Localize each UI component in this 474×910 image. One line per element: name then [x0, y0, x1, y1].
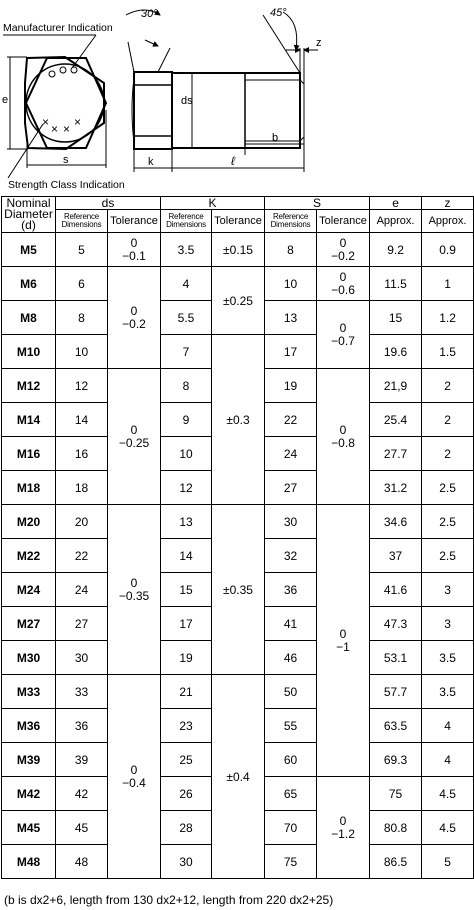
- table-row: [2, 675, 474, 709]
- ds-header: ds: [56, 197, 161, 210]
- e-approx-cell: 34.6: [370, 505, 422, 539]
- z-approx-cell: 2.5: [422, 505, 474, 539]
- z-approx-cell: 3: [422, 573, 474, 607]
- nominal-diameter-cell: M42: [2, 777, 56, 811]
- nominal-diameter-cell: M12: [2, 369, 56, 403]
- z-approx-cell: 1.5: [422, 335, 474, 369]
- table-row: [2, 335, 474, 369]
- s-reference-cell: 41: [265, 607, 317, 641]
- z-approx-cell: 2.5: [422, 471, 474, 505]
- z-approx-cell: 5: [422, 845, 474, 879]
- s-tolerance-cell: 0 −0.8: [317, 369, 370, 505]
- svg-text:×: ×: [51, 122, 59, 136]
- k-reference-cell: 30: [161, 845, 212, 879]
- nominal-diameter-cell: M20: [2, 505, 56, 539]
- nominal-diameter-cell: M5: [2, 233, 56, 267]
- e-approx-cell: 9.2: [370, 233, 422, 267]
- dim-l-label: ℓ: [231, 154, 235, 168]
- dim-k-label: k: [148, 156, 154, 168]
- k-reference-cell: 9: [161, 403, 212, 437]
- k-tolerance-cell: ±0.25: [212, 267, 265, 335]
- ds-tolerance-cell: 0 −0.4: [108, 675, 161, 879]
- e-approx-cell: 80.8: [370, 811, 422, 845]
- e-approx-cell: 25.4: [370, 403, 422, 437]
- s-reference-cell: 10: [265, 267, 317, 301]
- k-reference-cell: 3.5: [161, 233, 212, 267]
- hex-head-front-view: [25, 57, 106, 149]
- k-reference-cell: 10: [161, 437, 212, 471]
- k-reference-cell: 26: [161, 777, 212, 811]
- ds-reference-cell: 6: [56, 267, 108, 301]
- ds-reference-cell: 12: [56, 369, 108, 403]
- e-approx-cell: 37: [370, 539, 422, 573]
- ds-reference-cell: 10: [56, 335, 108, 369]
- svg-text:×: ×: [74, 115, 82, 129]
- nominal-diameter-header: Nominal Diameter (d): [2, 197, 56, 233]
- ds-reference-cell: 24: [56, 573, 108, 607]
- k-reference-cell: 28: [161, 811, 212, 845]
- e-header: e: [370, 197, 422, 210]
- s-reference-cell: 22: [265, 403, 317, 437]
- s-reference-header: Reference Dimensions: [265, 210, 317, 233]
- footnote: (b is dx2+6, length from 130 dx2+12, length from 220 dx2+25): [4, 893, 334, 907]
- ds-reference-cell: 45: [56, 811, 108, 845]
- z-approx-cell: 2: [422, 369, 474, 403]
- ds-reference-cell: 27: [56, 607, 108, 641]
- z-approx-cell: 4.5: [422, 777, 474, 811]
- z-approx-cell: 4: [422, 743, 474, 777]
- s-reference-cell: 50: [265, 675, 317, 709]
- svg-text:×: ×: [63, 122, 71, 136]
- ds-reference-cell: 5: [56, 233, 108, 267]
- table-row: [2, 267, 474, 301]
- nominal-diameter-cell: M16: [2, 437, 56, 471]
- k-reference-cell: 12: [161, 471, 212, 505]
- z-approx-cell: 1.2: [422, 301, 474, 335]
- s-reference-cell: 60: [265, 743, 317, 777]
- dim-ds-label: ds: [181, 95, 193, 107]
- ds-tolerance-header: Tolerance: [108, 210, 161, 233]
- e-approx-cell: 53.1: [370, 641, 422, 675]
- nominal-diameter-cell: M10: [2, 335, 56, 369]
- z-approx-cell: 4.5: [422, 811, 474, 845]
- e-approx-cell: 11.5: [370, 267, 422, 301]
- s-reference-cell: 55: [265, 709, 317, 743]
- e-approx-cell: 31.2: [370, 471, 422, 505]
- s-reference-cell: 17: [265, 335, 317, 369]
- s-reference-cell: 13: [265, 301, 317, 335]
- k-reference-cell: 14: [161, 539, 212, 573]
- z-approx-header: Approx.: [422, 210, 474, 233]
- s-reference-cell: 8: [265, 233, 317, 267]
- k-reference-header: Reference Dimensions: [161, 210, 212, 233]
- strength-class-label: Strength Class Indication: [8, 179, 125, 191]
- nominal-diameter-cell: M48: [2, 845, 56, 879]
- k-reference-cell: 17: [161, 607, 212, 641]
- e-approx-cell: 47.3: [370, 607, 422, 641]
- ds-reference-cell: 18: [56, 471, 108, 505]
- e-approx-cell: 41.6: [370, 573, 422, 607]
- nominal-diameter-cell: M39: [2, 743, 56, 777]
- dim-e-label: e: [2, 94, 9, 106]
- e-approx-header: Approx.: [370, 210, 422, 233]
- z-approx-cell: 1: [422, 267, 474, 301]
- ds-tolerance-cell: 0 −0.25: [108, 369, 161, 505]
- s-reference-cell: 75: [265, 845, 317, 879]
- s-header: S: [265, 197, 370, 210]
- s-tolerance-cell: 0 −0.2: [317, 233, 370, 267]
- ds-reference-cell: 14: [56, 403, 108, 437]
- k-reference-cell: 4: [161, 267, 212, 301]
- e-approx-cell: 86.5: [370, 845, 422, 879]
- k-reference-cell: 5.5: [161, 301, 212, 335]
- k-tolerance-cell: ±0.15: [212, 233, 265, 267]
- nominal-diameter-cell: M8: [2, 301, 56, 335]
- nominal-diameter-cell: M6: [2, 267, 56, 301]
- e-approx-cell: 21,9: [370, 369, 422, 403]
- z-approx-cell: 4: [422, 709, 474, 743]
- ds-tolerance-cell: 0 −0.1: [108, 233, 161, 267]
- ds-tolerance-cell: 0 −0.2: [108, 267, 161, 369]
- s-tolerance-cell: 0 −1.2: [317, 777, 370, 879]
- s-tolerance-header: Tolerance: [317, 210, 370, 233]
- z-header: z: [422, 197, 474, 210]
- k-tolerance-cell: ±0.3: [212, 335, 265, 505]
- nominal-diameter-cell: M27: [2, 607, 56, 641]
- k-reference-cell: 23: [161, 709, 212, 743]
- nominal-diameter-cell: M14: [2, 403, 56, 437]
- k-reference-cell: 19: [161, 641, 212, 675]
- s-reference-cell: 32: [265, 539, 317, 573]
- ds-reference-cell: 36: [56, 709, 108, 743]
- k-reference-cell: 7: [161, 335, 212, 369]
- s-reference-cell: 24: [265, 437, 317, 471]
- k-reference-cell: 13: [161, 505, 212, 539]
- nominal-diameter-cell: M33: [2, 675, 56, 709]
- e-approx-cell: 15: [370, 301, 422, 335]
- bolt-dimension-diagram: [0, 0, 474, 196]
- ds-reference-cell: 30: [56, 641, 108, 675]
- ds-reference-cell: 33: [56, 675, 108, 709]
- ds-tolerance-cell: 0 −0.35: [108, 505, 161, 675]
- k-reference-cell: 25: [161, 743, 212, 777]
- dim-z-label: z: [316, 37, 322, 49]
- e-approx-cell: 63.5: [370, 709, 422, 743]
- z-approx-cell: 3.5: [422, 675, 474, 709]
- svg-text:×: ×: [42, 115, 50, 129]
- nominal-diameter-cell: M18: [2, 471, 56, 505]
- nominal-diameter-cell: M36: [2, 709, 56, 743]
- k-reference-cell: 15: [161, 573, 212, 607]
- ds-reference-cell: 20: [56, 505, 108, 539]
- k-tolerance-cell: ±0.35: [212, 505, 265, 675]
- ds-reference-cell: 8: [56, 301, 108, 335]
- table-body: [2, 233, 474, 879]
- s-tolerance-cell: 0 −1: [317, 505, 370, 777]
- k-header: K: [161, 197, 265, 210]
- s-reference-cell: 30: [265, 505, 317, 539]
- s-reference-cell: 27: [265, 471, 317, 505]
- dim-b-label: b: [272, 132, 279, 144]
- table-row: [2, 505, 474, 539]
- e-approx-cell: 19.6: [370, 335, 422, 369]
- manufacturer-label: Manufacturer Indication: [3, 22, 113, 34]
- s-tolerance-cell: 0 −0.7: [317, 301, 370, 369]
- k-reference-cell: 21: [161, 675, 212, 709]
- ds-reference-cell: 39: [56, 743, 108, 777]
- s-reference-cell: 46: [265, 641, 317, 675]
- e-approx-cell: 69.3: [370, 743, 422, 777]
- z-approx-cell: 3.5: [422, 641, 474, 675]
- ds-reference-cell: 42: [56, 777, 108, 811]
- ds-reference-cell: 16: [56, 437, 108, 471]
- z-approx-cell: 2: [422, 437, 474, 471]
- nominal-diameter-cell: M30: [2, 641, 56, 675]
- dim-s-label: s: [63, 154, 69, 166]
- z-approx-cell: 0.9: [422, 233, 474, 267]
- k-reference-cell: 8: [161, 369, 212, 403]
- angle-30-label: 30°: [141, 8, 158, 20]
- s-reference-cell: 36: [265, 573, 317, 607]
- table-row: [2, 233, 474, 267]
- nominal-diameter-cell: M22: [2, 539, 56, 573]
- k-tolerance-cell: ±0.4: [212, 675, 265, 879]
- ds-reference-cell: 48: [56, 845, 108, 879]
- s-reference-cell: 19: [265, 369, 317, 403]
- s-reference-cell: 70: [265, 811, 317, 845]
- z-approx-cell: 2: [422, 403, 474, 437]
- nominal-diameter-cell: M24: [2, 573, 56, 607]
- e-approx-cell: 27.7: [370, 437, 422, 471]
- e-approx-cell: 75: [370, 777, 422, 811]
- z-approx-cell: 2.5: [422, 539, 474, 573]
- ds-reference-header: Reference Dimensions: [56, 210, 108, 233]
- bolt-side-view: [132, 72, 304, 149]
- bolt-dimension-table: [1, 196, 474, 879]
- s-tolerance-cell: 0 −0.6: [317, 267, 370, 301]
- e-approx-cell: 57.7: [370, 675, 422, 709]
- k-tolerance-header: Tolerance: [212, 210, 265, 233]
- z-approx-cell: 3: [422, 607, 474, 641]
- angle-45-label: 45°: [270, 7, 287, 19]
- nominal-diameter-cell: M45: [2, 811, 56, 845]
- ds-reference-cell: 22: [56, 539, 108, 573]
- s-reference-cell: 65: [265, 777, 317, 811]
